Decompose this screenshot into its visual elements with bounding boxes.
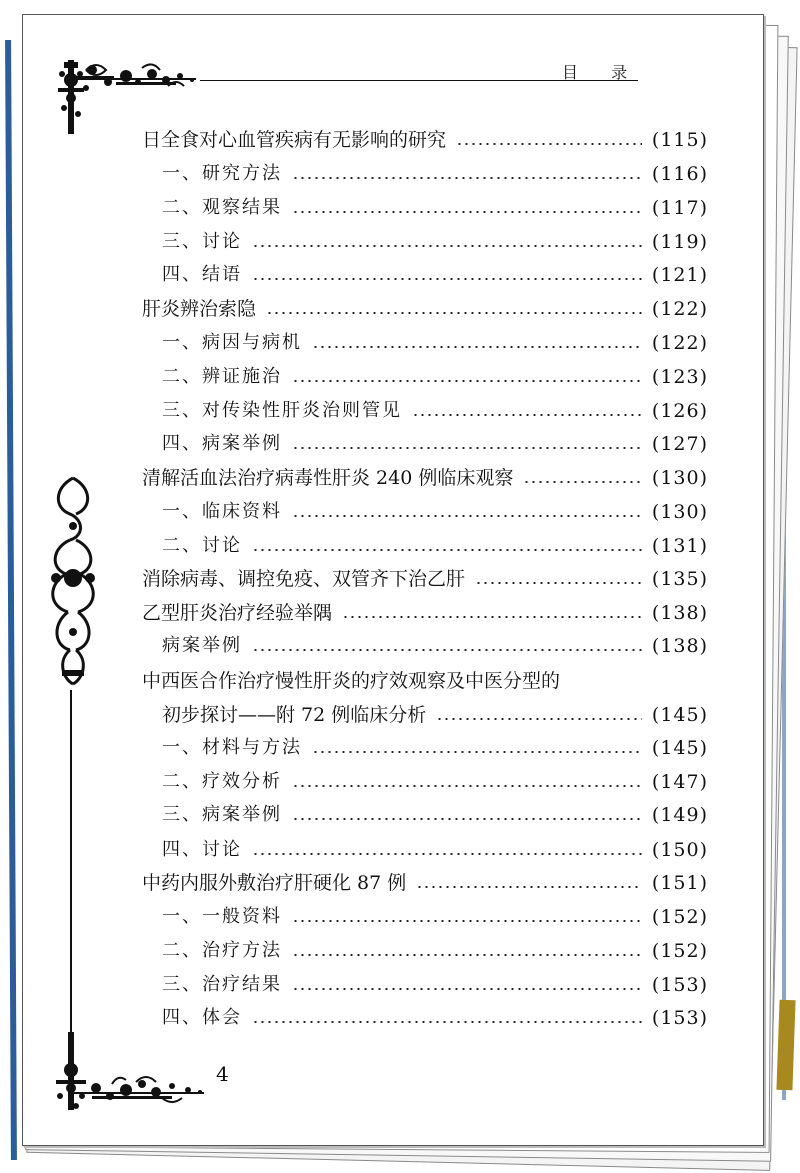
toc-subentry[interactable]	[162, 429, 708, 459]
toc-entry-title: 一、一般资料	[162, 906, 282, 927]
toc-subentry[interactable]	[162, 631, 708, 661]
leader-dots	[342, 616, 642, 618]
toc-entry-title: 初步探讨——附 72 例临床分析	[162, 704, 427, 726]
toc-entry-page: (147)	[651, 771, 708, 793]
leader-dots	[266, 312, 642, 314]
leader-dots	[523, 481, 642, 483]
side-vertical-rule	[70, 690, 72, 1035]
toc-entry[interactable]	[142, 564, 708, 594]
toc-entry[interactable]	[142, 666, 708, 696]
toc-entry-title: 一、病因与病机	[162, 332, 302, 353]
toc-subentry[interactable]	[162, 767, 708, 797]
toc-entry-page: (123)	[651, 366, 708, 388]
side-ornament-scroll	[44, 474, 102, 690]
toc-entry-page: (145)	[651, 704, 708, 726]
leader-dots	[475, 582, 642, 584]
leader-dots	[292, 515, 642, 517]
toc-entry-title: 一、材料与方法	[162, 737, 302, 758]
toc-entry-title: 三、治疗结果	[162, 974, 282, 995]
toc-entry-title: 三、病案举例	[162, 804, 282, 825]
toc-subentry[interactable]	[162, 227, 708, 257]
toc-entry-title: 四、讨论	[162, 839, 242, 860]
leader-dots	[252, 853, 642, 855]
toc-subentry[interactable]	[162, 936, 708, 966]
toc-entry-title: 一、研究方法	[162, 163, 282, 184]
leader-dots	[292, 818, 642, 820]
leader-dots	[292, 954, 642, 956]
toc-entry-page: (122)	[651, 332, 708, 354]
toc-entry-page: (127)	[651, 433, 708, 455]
toc-entry-title: 消除病毒、调控免疫、双管齐下治乙肝	[142, 568, 466, 590]
toc-subentry[interactable]	[162, 902, 708, 932]
toc-entry-title: 肝炎辨治索隐	[142, 298, 257, 320]
toc-entry[interactable]	[142, 294, 708, 324]
toc-entry-page: (149)	[651, 804, 708, 826]
leader-dots	[252, 549, 642, 551]
toc-subentry[interactable]	[162, 396, 708, 426]
toc-entry-title: 二、观察结果	[162, 197, 282, 218]
corner-ornament-bottom-left	[52, 1030, 212, 1114]
toc-entry[interactable]	[142, 125, 708, 155]
toc-entry-title: 二、辨证施治	[162, 366, 282, 387]
toc-subentry[interactable]	[162, 260, 708, 290]
toc-subentry[interactable]	[162, 497, 708, 527]
page-edge-gold	[776, 1000, 795, 1091]
toc-entry-title: 清解活血法治疗病毒性肝炎 240 例临床观察	[142, 467, 514, 489]
leader-dots	[436, 718, 642, 720]
toc-entry-title: 中西医合作治疗慢性肝炎的疗效观察及中医分型的	[142, 670, 561, 692]
toc-entry-title: 三、对传染性肝炎治则管见	[162, 400, 402, 421]
leader-dots	[312, 346, 642, 348]
leader-dots	[292, 988, 642, 990]
toc-subentry[interactable]	[162, 362, 708, 392]
toc-entry-page: (122)	[651, 298, 708, 320]
toc-entry-page: (121)	[651, 264, 708, 286]
toc-entry-page: (126)	[651, 400, 708, 422]
toc-entry-page: (119)	[651, 231, 708, 253]
leader-dots	[292, 920, 642, 922]
toc-entry-title: 四、结语	[162, 264, 242, 285]
toc-subentry[interactable]	[162, 1003, 708, 1033]
toc-entry-title: 三、讨论	[162, 231, 242, 252]
toc-entry-continuation[interactable]	[162, 700, 708, 730]
leader-dots	[292, 447, 642, 449]
toc-subentry[interactable]	[162, 193, 708, 223]
toc-entry-title: 二、疗效分析	[162, 771, 282, 792]
leader-dots	[252, 1021, 642, 1023]
toc-entry-title: 病案举例	[162, 635, 242, 656]
toc-entry-title: 四、体会	[162, 1007, 242, 1028]
toc-entry[interactable]	[142, 598, 708, 628]
toc-entry[interactable]	[142, 463, 708, 493]
toc-entry-title: 二、治疗方法	[162, 940, 282, 961]
toc-entry-title: 一、临床资料	[162, 501, 282, 522]
toc-entry-page: (151)	[651, 872, 708, 894]
leader-dots	[456, 143, 642, 145]
toc-entry-page: (152)	[651, 906, 708, 928]
toc-entry-page: (130)	[651, 467, 708, 489]
toc-entry-page: (152)	[651, 940, 708, 962]
toc-entry-title: 四、病案举例	[162, 433, 282, 454]
toc-entry-page: (130)	[651, 501, 708, 523]
toc-subentry[interactable]	[162, 328, 708, 358]
leader-dots	[416, 886, 642, 888]
leader-dots	[252, 245, 642, 247]
leader-dots	[292, 211, 642, 213]
toc-entry-page: (153)	[651, 974, 708, 996]
leader-dots	[292, 177, 642, 179]
toc-entry-page: (115)	[651, 129, 708, 151]
toc-entry-title: 二、讨论	[162, 535, 242, 556]
toc-entry-page: (153)	[651, 1007, 708, 1029]
toc-entry-page: (145)	[651, 737, 708, 759]
toc-subentry[interactable]	[162, 835, 708, 865]
toc-subentry[interactable]	[162, 531, 708, 561]
leader-dots	[412, 414, 642, 416]
leader-dots	[292, 785, 642, 787]
toc-entry[interactable]	[142, 868, 708, 898]
toc-entry-page: (138)	[651, 602, 708, 624]
page-number: 4	[216, 1062, 229, 1086]
page-edge-blue	[5, 40, 17, 1160]
running-header: 目 录	[562, 63, 642, 82]
toc-entry-title: 日全食对心血管疾病有无影响的研究	[142, 129, 447, 151]
toc-entry-page: (135)	[651, 568, 708, 590]
leader-dots	[292, 380, 642, 382]
toc-entry-page: (138)	[651, 635, 708, 657]
toc-subentry[interactable]	[162, 159, 708, 189]
toc-entry-title: 中药内服外敷治疗肝硬化 87 例	[142, 872, 407, 894]
toc-entry-page: (131)	[651, 535, 708, 557]
toc-entry-page: (150)	[651, 839, 708, 861]
toc-entry-page: (117)	[651, 197, 708, 219]
leader-dots	[252, 649, 642, 651]
toc-subentry[interactable]	[162, 733, 708, 763]
toc-entry-title: 乙型肝炎治疗经验举隅	[142, 602, 333, 624]
leader-dots	[312, 751, 642, 753]
leader-dots	[252, 278, 642, 280]
toc-subentry[interactable]	[162, 970, 708, 1000]
toc-entry-page: (116)	[651, 163, 708, 185]
toc-subentry[interactable]	[162, 800, 708, 830]
